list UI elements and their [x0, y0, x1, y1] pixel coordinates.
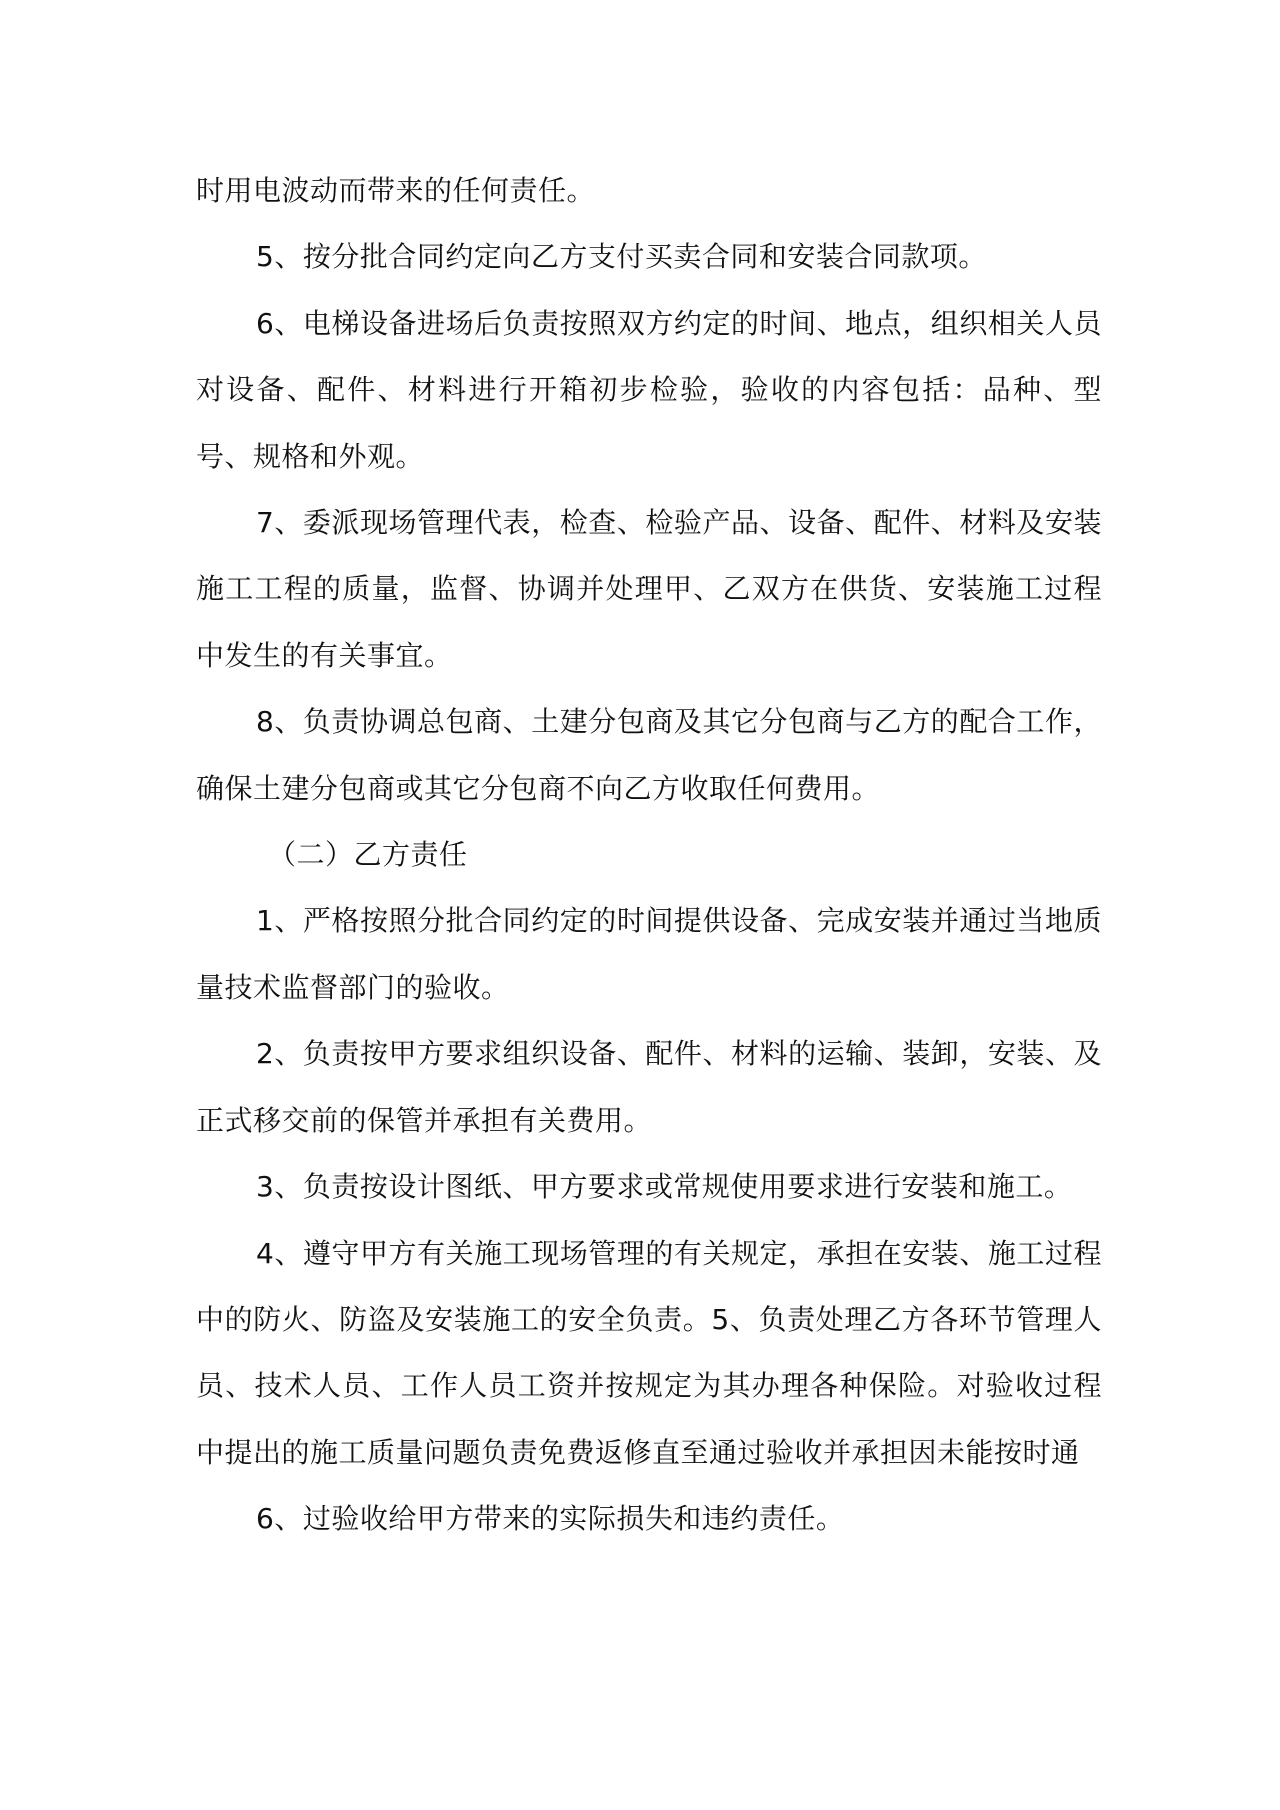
- section-heading-party-b: （二）乙方责任: [268, 838, 468, 872]
- paragraph-item-6-inspection: 6、电梯设备进场后负责按照双方约定的时间、地点，组织相关人员对设备、配件、材料进行开箱初步检验，验收的内容包括：品种、型号、规格和外观。: [196, 306, 1102, 473]
- document-body: [196, 158, 1102, 1553]
- paragraph-b-item-1-delivery: 1、严格按照分批合同约定的时间提供设备、完成安装并通过当地质量技术监督部门的验收。: [196, 904, 1102, 1004]
- paragraph-b-item-2-transport: 2、负责按甲方要求组织设备、配件、材料的运输、装卸，安装、及正式移交前的保管并承担有关费用。: [196, 1037, 1102, 1137]
- paragraph-item-7-site-representative: 7、委派现场管理代表，检查、检验产品、设备、配件、材料及安装施工工程的质量，监督、协调并处理甲、乙双方在供货、安装施工过程中发生的有关事宜。: [196, 506, 1102, 672]
- paragraph-b-item-4-site-rules: 4、遵守甲方有关施工现场管理的有关规定，承担在安装、施工过程中的防火、防盗及安装施工的安全负责。5、负责处理乙方各环节管理人员、技术人员、工作人员工资并按规定为其办理各种保险。对验收过程中提出的施工质量问题负责免费返修直至通过验收并承担因未能按时通: [196, 1236, 1102, 1469]
- paragraph-b-item-6-liability: 6、过验收给甲方带来的实际损失和违约责任。: [256, 1502, 845, 1536]
- paragraph-item-8-coordination: 8、负责协调总包商、土建分包商及其它分包商与乙方的配合工作，确保土建分包商或其它分包商不向乙方收取任何费用。: [196, 705, 1102, 805]
- paragraph-item-5-payment: 5、按分批合同约定向乙方支付买卖合同和安装合同款项。: [256, 240, 987, 274]
- paragraph-continuation: 时用电波动而带来的任何责任。: [196, 174, 596, 207]
- paragraph-b-item-3-installation: 3、负责按设计图纸、甲方要求或常规使用要求进行安装和施工。: [256, 1170, 1073, 1204]
